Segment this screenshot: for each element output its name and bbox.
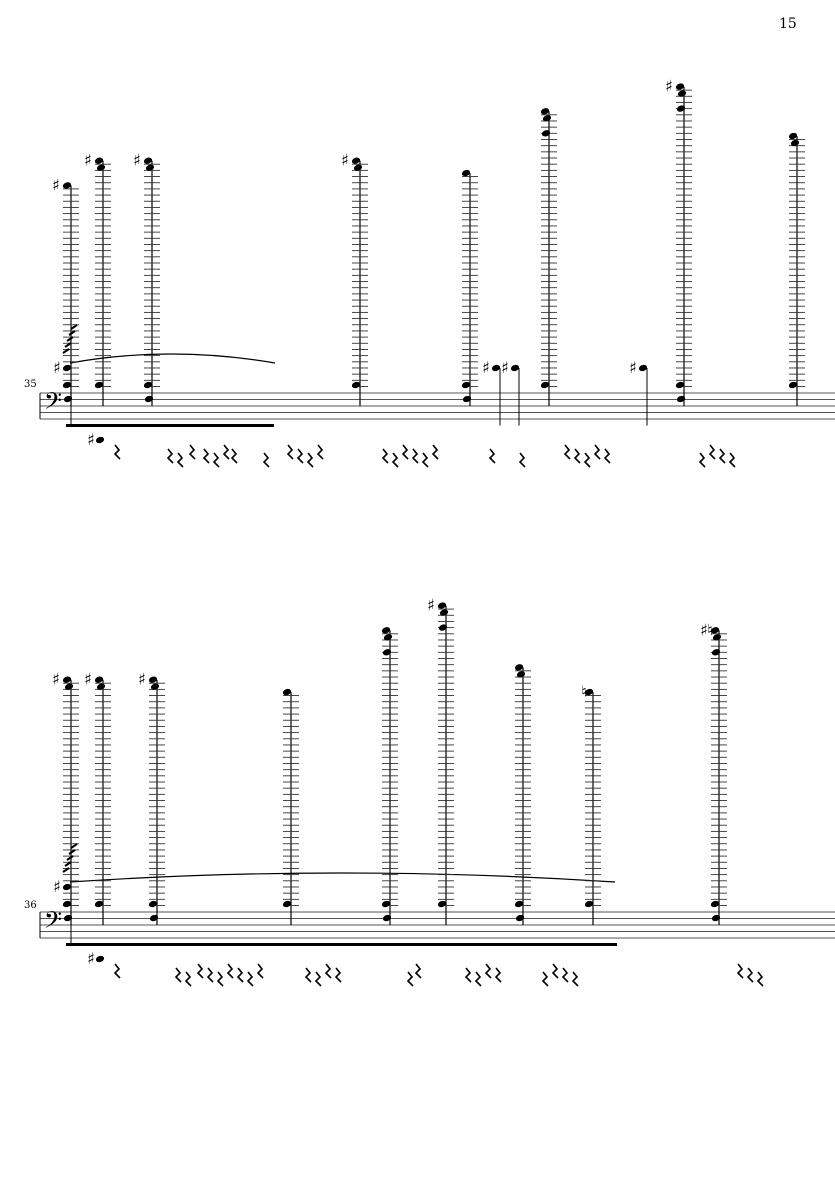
natural-icon: ♮ [581, 682, 587, 702]
rest-icon [190, 445, 195, 459]
rest-icon [466, 968, 471, 982]
sharp-icon: ♯ [87, 430, 95, 449]
rest-icon [605, 449, 610, 463]
staff-system-36 [40, 596, 835, 986]
sharp-icon: ♯ [629, 358, 637, 377]
rest-icon [115, 445, 120, 459]
rest-icon [318, 445, 323, 459]
sharp-icon: ♯ [52, 669, 60, 689]
rest-icon [585, 453, 590, 467]
sharp-icon: ♯ [700, 620, 708, 640]
sharp-icon: ♯ [427, 595, 435, 615]
rest-icon [198, 964, 203, 978]
tremolo-stroke [67, 856, 73, 860]
notehead [491, 364, 501, 373]
measure-number-36: 36 [24, 900, 37, 911]
sharp-icon: ♯ [341, 150, 349, 170]
rest-icon [214, 453, 219, 467]
rest-icon [490, 449, 495, 463]
chord [341, 151, 368, 406]
notehead [95, 436, 105, 445]
chord [700, 620, 727, 925]
rest-icon [543, 972, 548, 986]
chord [461, 169, 478, 406]
chord [84, 670, 111, 925]
rest-icon [176, 968, 181, 982]
chord [381, 626, 398, 925]
rest-icon [730, 453, 735, 467]
sharp-icon: ♯ [52, 175, 60, 195]
chord [427, 596, 454, 925]
rest-icon [710, 445, 715, 459]
rest-icon [575, 449, 580, 463]
measure-number-35: 35 [24, 379, 37, 390]
rest-icon [748, 968, 753, 982]
chord [540, 107, 557, 406]
tremolo-stroke [69, 331, 75, 335]
natural-icon: ♮ [707, 620, 713, 640]
rest-icon [248, 972, 253, 986]
rest-icon [178, 453, 183, 467]
tremolo-stroke [67, 337, 73, 341]
rest-icon [288, 445, 293, 459]
bass-clef-icon: 𝄢 [44, 906, 63, 939]
rest-icon [204, 449, 209, 463]
rest-icon [553, 964, 558, 978]
rest-icon [416, 964, 421, 978]
notehead [510, 364, 520, 373]
rest-icon [700, 453, 705, 467]
rest-icon [232, 449, 237, 463]
chord [514, 663, 531, 925]
rest-icon [433, 445, 438, 459]
rest-icon [298, 449, 303, 463]
rest-icon [595, 445, 600, 459]
rest-icon [738, 964, 743, 978]
tremolo-stroke [71, 325, 77, 329]
rest-icon [258, 964, 263, 978]
sharp-icon: ♯ [87, 949, 95, 968]
rest-icon [264, 453, 269, 467]
sharp-icon: ♯ [482, 358, 490, 377]
rest-icon [306, 968, 311, 982]
rest-icon [316, 972, 321, 986]
rest-icon [496, 968, 501, 982]
rest-icon [758, 972, 763, 986]
rest-icon [403, 445, 408, 459]
rest-icon [168, 449, 173, 463]
sharp-icon: ♯ [53, 877, 61, 896]
rest-icon [186, 972, 191, 986]
rest-icon [413, 449, 418, 463]
rest-icon [573, 972, 578, 986]
rest-icon [720, 449, 725, 463]
sharp-icon: ♯ [53, 358, 61, 377]
rest-icon [520, 453, 525, 467]
rest-icon [326, 964, 331, 978]
rest-icon [308, 453, 313, 467]
tremolo-stroke [71, 844, 77, 848]
sharp-icon: ♯ [84, 150, 92, 170]
rest-icon [218, 972, 223, 986]
chord [133, 151, 160, 406]
chord [788, 132, 805, 406]
tremolo-stroke [69, 850, 75, 854]
rest-icon [238, 968, 243, 982]
staff-system-35 [40, 77, 835, 467]
chord [282, 688, 299, 925]
rest-icon [565, 445, 570, 459]
rest-icon [383, 449, 388, 463]
page-number: 15 [779, 16, 797, 32]
rest-icon [423, 453, 428, 467]
rest-icon [486, 964, 491, 978]
rest-icon [563, 968, 568, 982]
sharp-icon: ♯ [501, 358, 509, 377]
bass-clef-icon: 𝄢 [44, 387, 63, 420]
sharp-icon: ♯ [84, 669, 92, 689]
chord [665, 77, 692, 406]
rest-icon [228, 964, 233, 978]
rest-icon [408, 972, 413, 986]
rest-icon [115, 964, 120, 978]
notehead [638, 364, 648, 373]
chord [581, 682, 601, 925]
chord [138, 670, 165, 925]
rest-icon [224, 445, 229, 459]
notehead [95, 955, 105, 964]
rest-icon [336, 968, 341, 982]
rest-icon [393, 453, 398, 467]
sharp-icon: ♯ [138, 669, 146, 689]
sharp-icon: ♯ [133, 150, 141, 170]
rest-icon [476, 972, 481, 986]
chord [84, 151, 111, 406]
rest-icon [208, 968, 213, 982]
sharp-icon: ♯ [665, 76, 673, 96]
